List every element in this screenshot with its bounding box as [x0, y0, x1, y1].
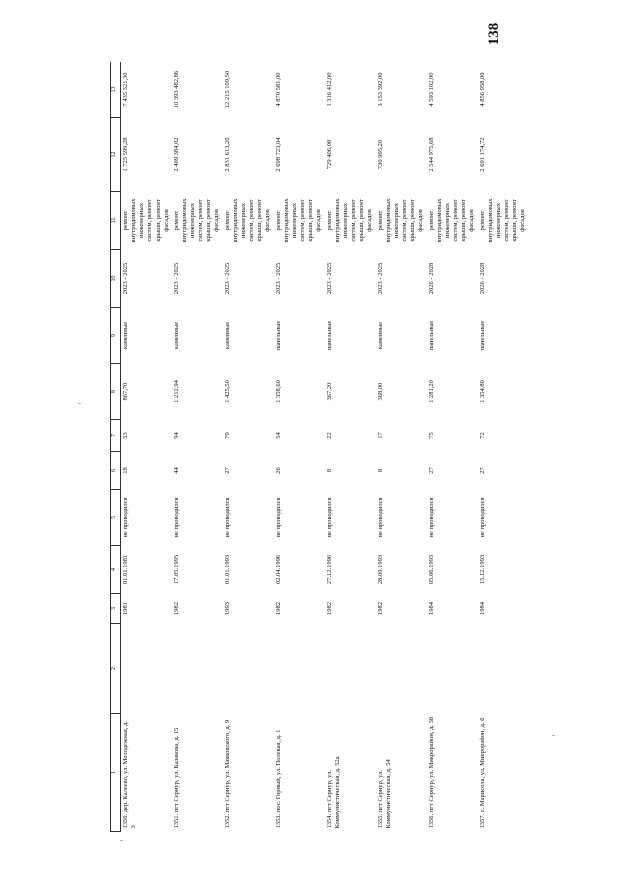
row-number: 1353. [274, 813, 282, 829]
row-address: пгт Сернур, ул. Коммунистическая, д. 52а [325, 756, 341, 829]
col-header-6: 6 [111, 452, 121, 490]
row-number: 1354. [325, 813, 333, 829]
commission-date-cell: 02.04.1996 [274, 554, 282, 585]
column-6-cell: 18 [122, 467, 129, 474]
last-repair-cell: не проводился [274, 497, 282, 538]
col-header-11: 11 [111, 192, 121, 250]
area-cell: 1 358,60 [274, 380, 282, 403]
row-address: пос. Горный, ул. Полевая, д. 1 [274, 729, 282, 813]
table-row [223, 62, 274, 832]
scan-speck [78, 403, 81, 404]
last-repair-cell: не проводился [427, 497, 435, 538]
column-12-cell: 1 725 599,28 [122, 137, 129, 172]
table-row [274, 62, 325, 832]
column-6-cell: 27 [223, 467, 231, 474]
row-number: 1352. [223, 813, 231, 829]
column-7-cell: 94 [172, 432, 180, 439]
area-cell: 367,20 [325, 382, 333, 401]
year-built-cell: 1981 [122, 602, 129, 615]
table-body [121, 62, 529, 832]
column-7-cell: 70 [223, 432, 231, 439]
commission-date-cell: 05.06.1993 [427, 554, 435, 585]
area-cell: 1 354,80 [478, 380, 486, 403]
commission-date-cell: 28.09.1993 [376, 554, 384, 585]
planned-period-cell: 2026 - 2028 [478, 262, 486, 295]
column-12-cell: 729 406,08 [325, 139, 333, 170]
column-7-cell: 54 [274, 432, 282, 439]
empty-cell [274, 624, 325, 714]
planned-period-cell: 2023 - 2025 [325, 262, 333, 295]
wall-material-cell: панельные [325, 320, 333, 351]
last-repair-cell: не проводился [478, 497, 486, 538]
column-6-cell: 26 [274, 467, 282, 474]
wall-material-cell: каменные [223, 321, 231, 350]
empty-cell [376, 624, 427, 714]
area-cell: 1 425,50 [223, 380, 231, 403]
empty-cell [121, 624, 172, 714]
row-address-cell [427, 714, 478, 832]
col-header-7: 7 [111, 420, 121, 452]
planned-period-cell: 2026 - 2028 [427, 262, 435, 295]
last-repair-cell: не проводился [223, 497, 231, 538]
wall-material-cell: каменные [122, 321, 129, 350]
table-row [325, 62, 376, 832]
row-address: пгт Сернур, ул. Казакова, д. 15 [172, 727, 180, 813]
empty-cell [172, 624, 223, 714]
column-13-cell: 7 435 321,30 [122, 72, 129, 107]
last-repair-cell: не проводился [122, 497, 129, 538]
last-repair-cell: не проводился [376, 497, 384, 538]
wall-material-cell: панельные [427, 320, 435, 351]
table-row [427, 62, 478, 832]
scan-speck [552, 735, 555, 736]
year-built-cell: 1982 [172, 602, 180, 615]
empty-cell [478, 624, 528, 714]
area-cell: 1 212,94 [172, 380, 180, 403]
column-13-cell: 10 393 482,86 [172, 70, 180, 109]
column-6-cell: 8 [376, 468, 384, 473]
area-cell: 368,00 [376, 382, 384, 401]
col-header-2: 2 [111, 624, 121, 714]
col-header-13: 13 [111, 62, 121, 118]
col-header-4: 4 [111, 546, 121, 594]
column-12-cell: 2 698 723,04 [274, 137, 282, 172]
column-7-cell: 17 [376, 432, 384, 439]
scan-speck [120, 840, 123, 841]
empty-cell [325, 624, 376, 714]
col-header-9: 9 [111, 308, 121, 364]
column-13-cell: 12 215 109,50 [223, 70, 231, 109]
repair-works-cell: ремонт внутридомовых инженерных систем, ремонт крыши, ремонт фасадов [122, 198, 170, 243]
column-12-cell: 2 544 975,68 [427, 137, 435, 172]
row-number: 1355. [376, 813, 384, 829]
row-address: с. Марисола, ул. Микрорайон, д. 6 [478, 717, 486, 813]
empty-cell [223, 624, 274, 714]
wall-material-cell: панельные [274, 320, 282, 351]
year-built-cell: 1984 [427, 602, 435, 615]
repair-works-cell: ремонт внутридомовых инженерных систем, ремонт крыши, ремонт фасадов [274, 198, 323, 243]
table-row [376, 62, 427, 832]
commission-date-cell: 27.12.1996 [325, 554, 333, 585]
year-built-cell: 1982 [376, 602, 384, 615]
wall-material-cell: каменные [376, 321, 384, 350]
wall-material-cell: панельные [478, 320, 486, 351]
col-header-5: 5 [111, 490, 121, 546]
col-header-8: 8 [111, 364, 121, 420]
commission-date-cell: 17.05.1995 [172, 554, 180, 585]
column-12-cell: 2 831 613,20 [223, 137, 231, 172]
row-address-cell [121, 714, 172, 832]
column-7-cell: 75 [427, 432, 435, 439]
row-address-cell [376, 714, 427, 832]
year-built-cell: 1982 [325, 602, 333, 615]
column-6-cell: 27 [427, 467, 435, 474]
table-row [478, 62, 528, 832]
repair-works-cell: ремонт внутридомовых инженерных систем, ремонт крыши, ремонт фасадов [325, 198, 374, 243]
area-cell: 1 281,20 [427, 380, 435, 403]
year-built-cell: 1982 [274, 602, 282, 615]
column-13-cell: 1 316 412,00 [325, 72, 333, 107]
empty-cell [427, 624, 478, 714]
row-number: 1357. [478, 813, 486, 829]
planned-period-cell: 2023 - 2025 [223, 262, 231, 295]
column-number-row [111, 62, 121, 832]
repair-works-cell: ремонт внутридомовых инженерных систем, ремонт крыши, ремонт фасадов [427, 198, 476, 243]
column-7-cell: 22 [325, 432, 333, 439]
rotated-table-frame [110, 62, 528, 832]
planned-period-cell: 2023 - 2025 [274, 262, 282, 295]
column-6-cell: 27 [478, 467, 486, 474]
row-address: дер. Калеево, ул. Молодежная, д. 3 [122, 721, 138, 829]
row-address-cell [325, 714, 376, 832]
column-12-cell: 2 409 384,02 [172, 137, 180, 172]
repair-works-cell: ремонт внутридомовых инженерных систем, ремонт крыши, ремонт фасадов [223, 198, 272, 243]
column-13-cell: 4 593 102,00 [427, 72, 435, 107]
table-container [110, 62, 528, 832]
row-address-cell [478, 714, 528, 832]
commission-date-cell: 01.01.1981 [122, 554, 129, 585]
row-address-cell [172, 714, 223, 832]
column-13-cell: 4 856 958,00 [478, 72, 486, 107]
row-address-cell [274, 714, 325, 832]
row-number: 1350. [122, 813, 129, 829]
planned-period-cell: 2023 - 2025 [172, 262, 180, 295]
page-number [454, 8, 534, 60]
commission-date-cell: 15.12.1993 [478, 554, 486, 585]
page-number-text: 138 [486, 22, 502, 46]
col-header-12: 12 [111, 118, 121, 192]
repair-works-cell: ремонт внутридомовых инженерных систем, ремонт крыши, ремонт фасадов [172, 198, 221, 243]
wall-material-cell: каменные [172, 321, 180, 350]
table-header [111, 62, 121, 832]
col-header-10: 10 [111, 250, 121, 308]
col-header-1: 1 [111, 714, 121, 832]
column-12-cell: 730 995,20 [376, 139, 384, 170]
repair-works-cell: ремонт внутридомовых инженерных систем, ремонт крыши, ремонт фасадов [376, 198, 425, 243]
last-repair-cell: не проводился [325, 497, 333, 538]
planned-period-cell: 2023 - 2025 [122, 262, 129, 295]
commission-date-cell: 01.01.1993 [223, 554, 231, 585]
repair-works-cell: ремонт внутридомовых инженерных систем, ремонт крыши, ремонт фасадов [478, 198, 527, 243]
area-cell: 867,70 [122, 382, 129, 401]
table-row [172, 62, 223, 832]
row-address: пгт Сернур, ул. Маяковского, д. 9 [223, 719, 231, 813]
row-address: пгт Сернур, ул. Микрорайон, д. 38 [427, 716, 435, 813]
column-13-cell: 3 153 392,00 [376, 72, 384, 107]
housing-register-table [110, 62, 528, 832]
column-7-cell: 72 [478, 432, 486, 439]
column-7-cell: 33 [122, 432, 129, 439]
row-address-cell [223, 714, 274, 832]
column-13-cell: 4 870 581,00 [274, 72, 282, 107]
row-number: 1356. [427, 813, 435, 829]
planned-period-cell: 2023 - 2025 [376, 262, 384, 295]
column-6-cell: 8 [325, 468, 333, 473]
year-built-cell: 1993 [223, 602, 231, 615]
col-header-3: 3 [111, 594, 121, 624]
table-row [121, 62, 172, 832]
row-number: 1351. [172, 813, 180, 829]
column-6-cell: 44 [172, 467, 180, 474]
last-repair-cell: не проводился [172, 497, 180, 538]
row-address: пгт Сернур, ул. Коммунистическая, д. 54 [376, 759, 392, 829]
column-12-cell: 2 691 174,72 [478, 137, 486, 172]
year-built-cell: 1984 [478, 602, 486, 615]
